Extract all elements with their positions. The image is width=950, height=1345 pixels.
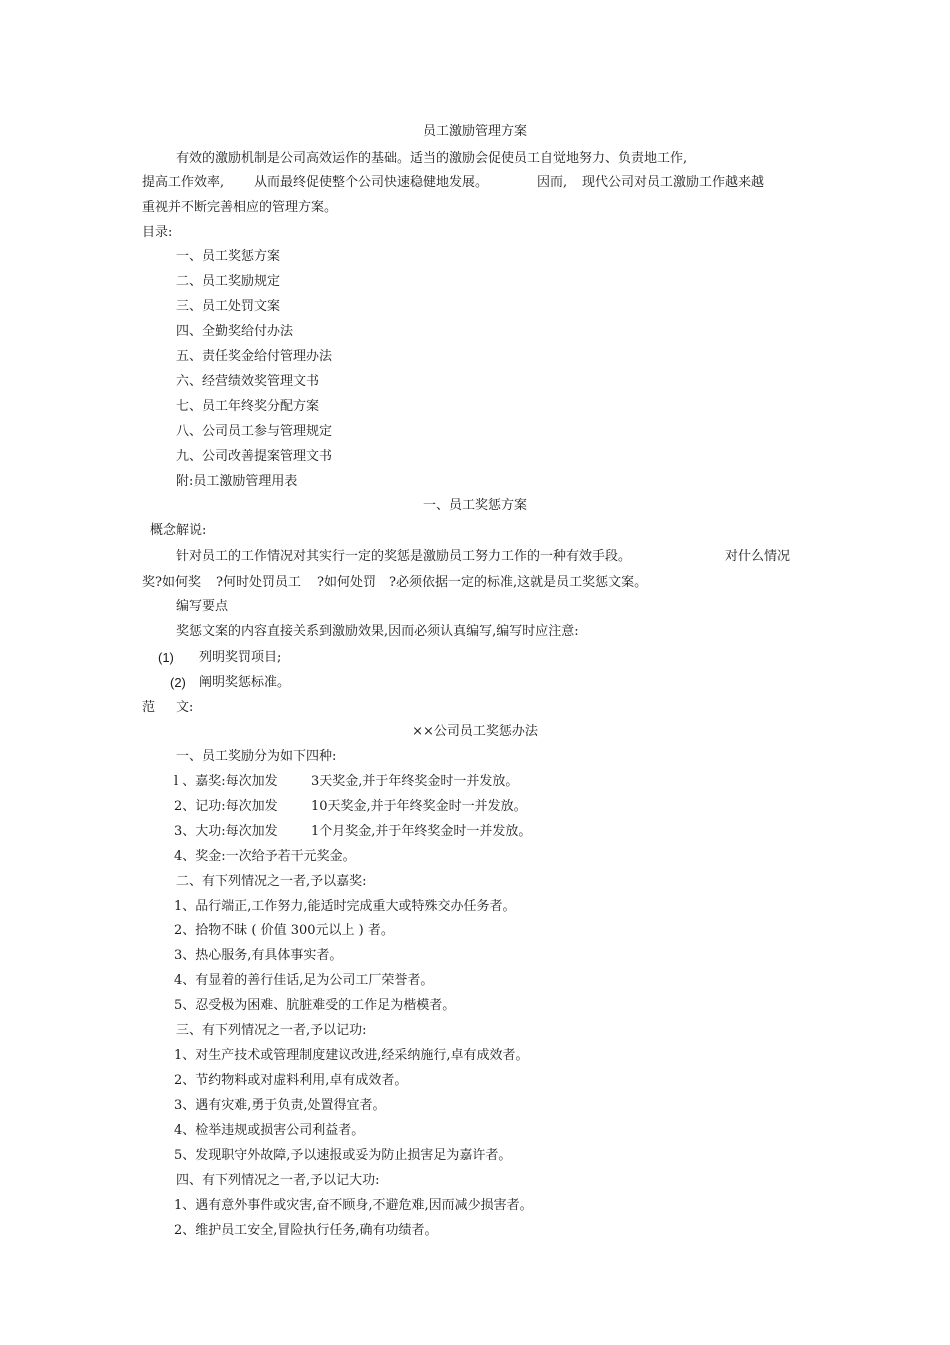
- reward-item: l 、嘉奖:每次加发: [174, 774, 278, 789]
- toc-item: 五、责任奖金给付管理办法: [176, 349, 333, 364]
- toc-item: 二、员工奖励规定: [176, 274, 281, 289]
- reward-item: 2、记功:每次加发: [174, 799, 278, 814]
- intro-line-2c: 因而,: [537, 175, 568, 190]
- list-item: 5、发现职守外故障,予以速报或妥为防止损害足为嘉许者。: [174, 1148, 512, 1163]
- sample-part-heading: 二、有下列情况之一者,予以嘉奖:: [176, 874, 367, 889]
- point-number: (1): [158, 650, 174, 665]
- list-item: 2、维护员工安全,冒险执行任务,确有功绩者。: [174, 1223, 438, 1238]
- concept-line-2d: ?必须依据一定的标准,这就是员工奖惩文案。: [389, 575, 648, 590]
- intro-line-2a: 提高工作效率,: [142, 175, 225, 190]
- toc-item: 四、全勤奖给付办法: [176, 324, 294, 339]
- toc-item: 九、公司改善提案管理文书: [176, 449, 333, 464]
- list-item: 3、热心服务,有具体事实者。: [174, 948, 343, 963]
- section-heading: 一、员工奖惩方案: [422, 498, 527, 513]
- concept-line-2b: ?何时处罚员工: [216, 575, 301, 590]
- toc-label: 目录:: [142, 225, 173, 240]
- toc-item: 七、员工年终奖分配方案: [176, 399, 320, 414]
- intro-line-1: 有效的激励机制是公司高效运作的基础。适当的激励会促使员工自觉地努力、负责地工作,: [176, 151, 688, 166]
- list-item: 2、节约物料或对虚料利用,卓有成效者。: [174, 1073, 408, 1088]
- sample-label: 范: [142, 700, 156, 715]
- point-text: 阐明奖惩标准。: [199, 675, 291, 690]
- list-item: 2、拾物不昧 ( 价值 300元以上 ) 者。: [174, 923, 394, 938]
- concept-label: 概念解说:: [150, 523, 207, 538]
- list-item: 4、检举违规或损害公司利益者。: [174, 1123, 365, 1138]
- list-item: 1、对生产技术或管理制度建议改进,经采纳施行,卓有成效者。: [174, 1048, 529, 1063]
- concept-line-2a: 奖?如何奖: [142, 575, 201, 590]
- toc-item: 三、员工处罚文案: [176, 299, 281, 314]
- toc-item: 八、公司员工参与管理规定: [176, 424, 333, 439]
- reward-item: 4、奖金:一次给予若干元奖金。: [174, 849, 356, 864]
- sample-part-heading: 三、有下列情况之一者,予以记功:: [176, 1023, 367, 1038]
- list-item: 1、品行端正,工作努力,能适时完成重大或特殊交办任务者。: [174, 899, 516, 914]
- document-title: 员工激励管理方案: [422, 124, 527, 139]
- reward-item: 3、大功:每次加发: [174, 824, 278, 839]
- concept-line-1b: 对什么情况: [725, 549, 791, 564]
- list-item: 3、遇有灾难,勇于负责,处置得宜者。: [174, 1098, 386, 1113]
- reward-item-detail: 10天奖金,并于年终奖金时一并发放。: [311, 799, 527, 814]
- concept-line-2c: ?如何处罚: [317, 575, 376, 590]
- list-item: 5、忍受极为困难、肮脏难受的工作足为楷模者。: [174, 998, 456, 1013]
- intro-line-2b: 从而最终促使整个公司快速稳健地发展。: [254, 175, 489, 190]
- point-text: 列明奖罚项目;: [199, 650, 282, 665]
- concept-line-1a: 针对员工的工作情况对其实行一定的奖惩是激励员工努力工作的一种有效手段。: [176, 549, 632, 564]
- points-intro: 奖惩文案的内容直接关系到激励效果,因而必须认真编写,编写时应注意:: [176, 624, 579, 639]
- intro-line-3: 重视并不断完善相应的管理方案。: [142, 200, 338, 215]
- reward-item-detail: 3天奖金,并于年终奖金时一并发放。: [311, 774, 519, 789]
- sample-title: ××公司员工奖惩办法: [412, 724, 538, 739]
- sample-part-heading: 一、员工奖励分为如下四种:: [176, 749, 337, 764]
- sample-part-heading: 四、有下列情况之一者,予以记大功:: [176, 1173, 380, 1188]
- toc-item: 一、员工奖惩方案: [176, 249, 281, 264]
- toc-item: 附:员工激励管理用表: [176, 474, 298, 489]
- intro-line-2d: 现代公司对员工激励工作越来越: [582, 175, 765, 190]
- list-item: 1、遇有意外事件或灾害,奋不顾身,不避危难,因而减少损害者。: [174, 1198, 533, 1213]
- list-item: 4、有显着的善行佳话,足为公司工厂荣誉者。: [174, 973, 434, 988]
- sample-label-suffix: 文:: [176, 700, 194, 715]
- point-number: (2): [170, 675, 186, 690]
- toc-item: 六、经营绩效奖管理文书: [176, 374, 320, 389]
- reward-item-detail: 1个月奖金,并于年终奖金时一并发放。: [311, 824, 532, 839]
- points-label: 编写要点: [176, 599, 229, 614]
